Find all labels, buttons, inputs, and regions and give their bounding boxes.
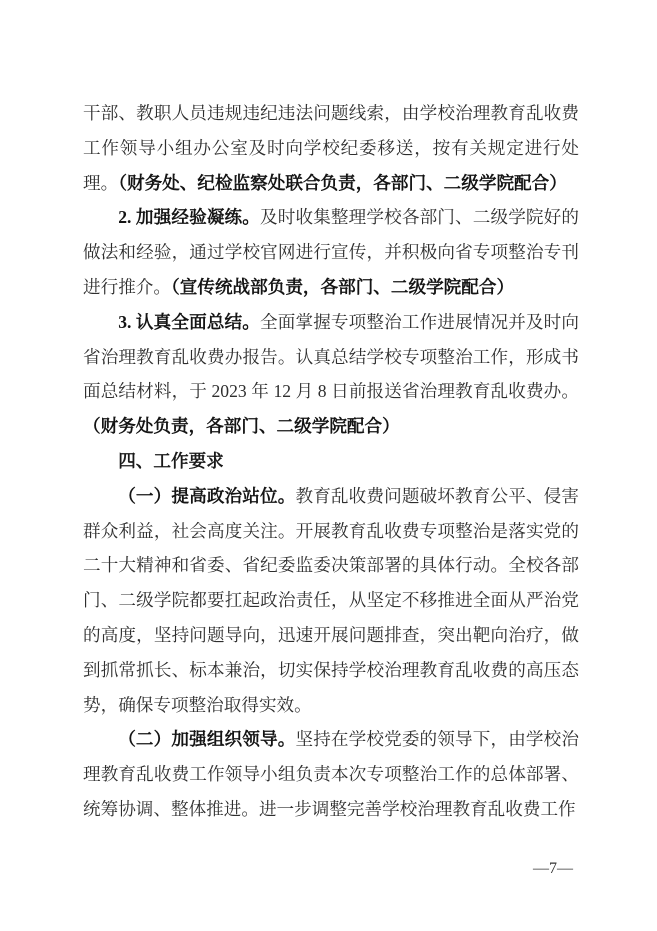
document-body — [83, 96, 579, 827]
page-number: —7— — [533, 860, 573, 877]
item-3-responsibility-note: （财务处负责，各部门、二级学院配合） — [83, 416, 400, 437]
paragraph-item-3 — [83, 305, 579, 444]
paragraph-continuation — [83, 96, 579, 200]
sub-item-2-text: 坚持在学校党委的领导下，由学校治理教育乱收费工作领导小组负责本次专项整治工作的总体部署、统筹协调、整体推进。进一步调整完善学校治理教育乱收费工作 — [83, 729, 579, 819]
paragraph-sub-item-2 — [83, 722, 579, 826]
sub-item-1-title: （一）提高政治站位。 — [118, 485, 296, 506]
sub-item-1-text: 教育乱收费问题破坏教育公平、侵害群众利益，社会高度关注。开展教育乱收费专项整治是落实党的二十大精神和省委、省纪委监委决策部署的具体行动。全校各部门、二级学院都要扛起政治责任，从坚定不移推进全面从严治党的高度，坚持问题导向，迅速开展问题排查，突出靶向治疗，做到抓常抓长、标本兼治，切实保持学校治理教育乱收费的高压态势，确保专项整治取得实效。 — [83, 485, 579, 715]
paragraph-continuation-responsibility-note: （财务处、纪检监察处联合负责，各部门、二级学院配合） — [118, 172, 567, 193]
paragraph-sub-item-1 — [83, 479, 579, 723]
paragraph-continuation-text: 干部、教职人员违规违纪违法问题线索，由学校治理教育乱收费工作领导小组办公室及时向学校纪委移送，按有关规定进行处理。 — [83, 103, 579, 193]
item-3-title: 3. 认真全面总结。 — [118, 311, 261, 332]
item-2-title: 2. 加强经验凝练。 — [118, 207, 261, 228]
item-3-text: 全面掌握专项整治工作进展情况并及时向省治理教育乱收费办报告。认真总结学校专项整治工作，形成书面总结材料，于 2023 年 12 月 8 日前报送省治理教育乱收费办。 — [83, 311, 579, 402]
section-heading-text: 四、工作要求 — [118, 450, 224, 471]
section-heading — [83, 444, 579, 479]
item-2-text: 及时收集整理学校各部门、二级学院好的做法和经验，通过学校官网进行宣传，并积极向省专项整治专刊进行推介。 — [83, 207, 579, 297]
sub-item-2-title: （二）加强组织领导。 — [118, 729, 296, 750]
item-2-responsibility-note: （宣传统战部负责，各部门、二级学院配合） — [170, 276, 515, 297]
paragraph-item-2 — [83, 200, 579, 304]
